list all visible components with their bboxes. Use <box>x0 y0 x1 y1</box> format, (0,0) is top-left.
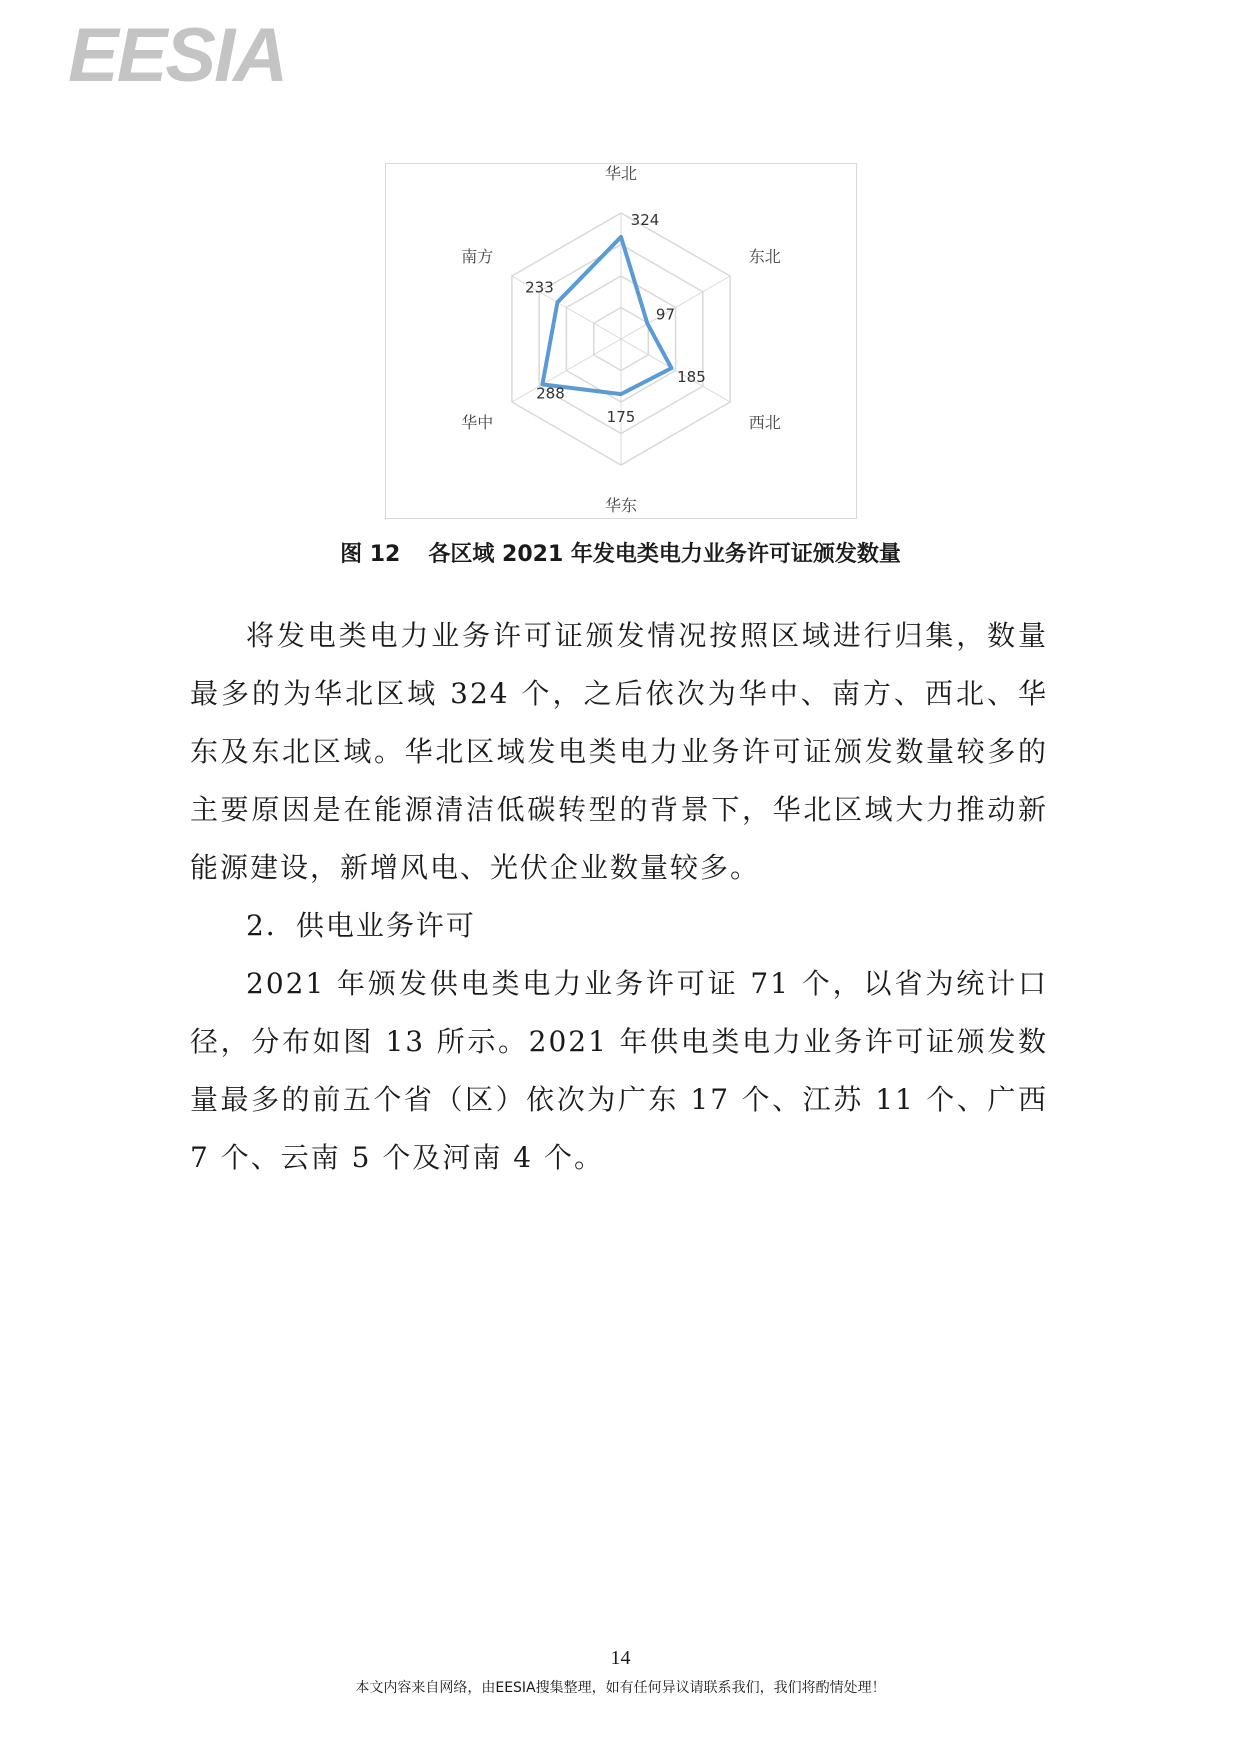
value-label-2: 185 <box>677 368 706 387</box>
value-label-4: 288 <box>536 384 565 403</box>
value-label-0: 324 <box>630 210 660 229</box>
radar-chart-svg <box>386 164 856 518</box>
category-label-3: 华东 <box>604 496 638 515</box>
category-label-4: 华中 <box>461 413 494 432</box>
category-label-0: 华北 <box>604 164 638 183</box>
value-label-3: 175 <box>606 408 636 427</box>
eesia-logo: EESIA <box>68 13 287 98</box>
radar-chart <box>385 163 857 519</box>
page-number: 14 <box>610 1647 631 1669</box>
category-label-1: 东北 <box>748 247 781 266</box>
figure-number: 图 12 <box>340 542 401 567</box>
body-text <box>190 607 1048 1187</box>
value-label-1: 97 <box>655 305 676 324</box>
paragraph-2: 2021 年颁发供电类电力业务许可证 71 个，以省为统计口径，分布如图 13 所示。2021 年供电类电力业务许可证颁发数量最多的前五个省（区）依次为广东 17 个、江苏 11 个、广西 7 个、云南 5 个及河南 4 个。 <box>190 967 1048 1174</box>
section-heading: 2．供电业务许可 <box>246 909 476 942</box>
figure-title: 各区域 2021 年发电类电力业务许可证颁发数量 <box>428 542 901 567</box>
value-label-5: 233 <box>525 278 554 297</box>
paragraph-1: 将发电类电力业务许可证颁发情况按照区域进行归集，数量最多的为华北区域 324 个，之后依次为华中、南方、西北、华东及东北区域。华北区域发电类电力业务许可证颁发数量较多的主要原因是在能源清洁低碳转型的背景下，华北区域大力推动新能源建设，新增风电、光伏企业数量较多。 <box>190 619 1048 884</box>
footer-note: 本文内容来自网络，由EESIA搜集整理，如有任何异议请联系我们，我们将酌情处理！ <box>355 1680 886 1696</box>
figure-caption <box>0 537 1241 568</box>
category-label-5: 南方 <box>461 247 494 266</box>
category-label-2: 西北 <box>748 413 781 432</box>
